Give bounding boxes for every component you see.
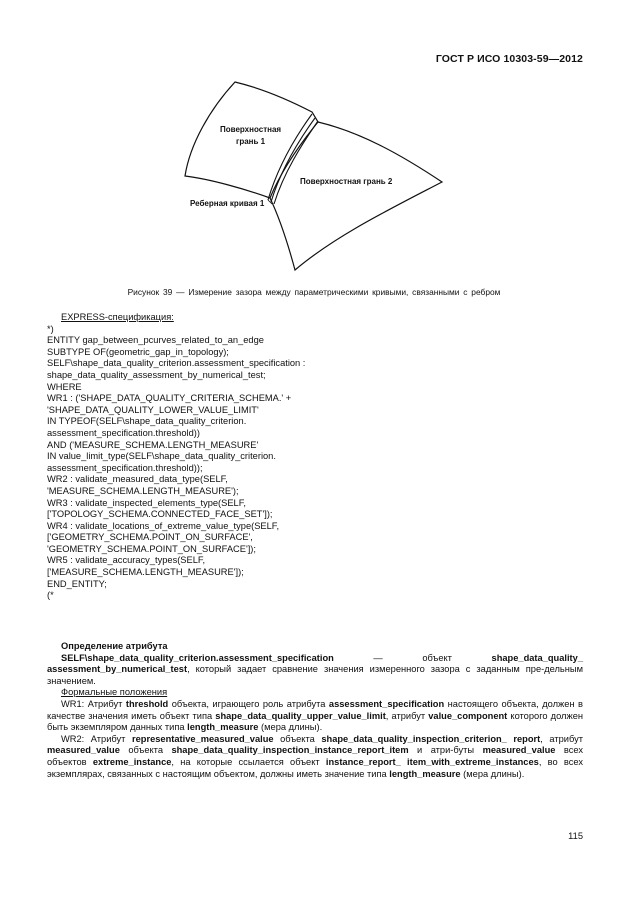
spec-line: (* — [47, 590, 54, 601]
spec-line: END_ENTITY; — [47, 578, 107, 589]
spec-line: WR4 : validate_locations_of_extreme_value_type(SELF, — [47, 520, 280, 531]
bold-term: measured_value — [47, 745, 120, 756]
text-run: объекта — [119, 745, 172, 756]
bold-term: threshold — [125, 698, 169, 709]
bold-term: assessment_specification — [328, 698, 445, 709]
text-run: , атрибут — [385, 710, 429, 721]
text-run: WR1: Атрибут — [61, 698, 126, 709]
attribute-heading: Определение атрибута — [61, 641, 168, 651]
bold-term: length_measure — [187, 722, 259, 733]
bold-term: shape_data_quality_inspection_criterion_ report — [321, 733, 541, 744]
attribute-definitions — [47, 641, 583, 780]
text-run: (мера длины). — [258, 722, 323, 733]
spec-line: shape_data_quality_assessment_by_numerical_test; — [47, 369, 266, 380]
bold-term: shape_data_quality_inspection_instance_report_item — [171, 745, 409, 756]
express-specification — [47, 312, 567, 602]
attr-term: SELF\shape_data_quality_criterion.assessment_specification — [61, 652, 334, 663]
bold-term: value_component — [428, 710, 508, 721]
document-id: ГОСТ Р ИСО 10303-59—2012 — [435, 53, 583, 65]
text-run: объекта — [273, 733, 322, 744]
spec-line: WR5 : validate_accuracy_types(SELF, — [47, 555, 206, 566]
spec-line: ['GEOMETRY_SCHEMA.POINT_ON_SURFACE', — [47, 532, 253, 543]
formal-heading: Формальные положения — [61, 687, 168, 698]
surface-face-2 — [270, 122, 442, 270]
spec-line: ['MEASURE_SCHEMA.LENGTH_MEASURE']); — [47, 567, 244, 578]
text-run: , атрибут — [540, 733, 583, 744]
text-run: объекта, играющего роль атрибута — [168, 698, 329, 709]
face1-label-line1: Поверхностная — [220, 125, 282, 134]
bold-term: measured_value — [482, 745, 556, 756]
spec-line: WR2 : validate_measured_data_type(SELF, — [47, 474, 228, 485]
text-run: , который задает сравнение значения измеренного зазора с заданным пре-дельным значением. — [47, 664, 583, 686]
bold-term: representative_measured_value — [131, 733, 274, 744]
spec-line: SELF\shape_data_quality_criterion.assessment_specification : — [47, 358, 306, 369]
spec-line: 'GEOMETRY_SCHEMA.POINT_ON_SURFACE']); — [47, 543, 256, 554]
bold-term: extreme_instance — [92, 756, 172, 767]
edge-label: Реберная кривая 1 — [190, 199, 265, 208]
text-run: — объект — [333, 652, 492, 663]
spec-line: 'SHAPE_DATA_QUALITY_LOWER_VALUE_LIMIT' — [47, 404, 259, 415]
text-run: и атри-буты — [408, 745, 483, 756]
page-number: 115 — [568, 831, 583, 841]
wr1-paragraph — [47, 699, 583, 734]
text-run: всех объектов — [47, 745, 583, 767]
bold-term: instance_report_ item_with_extreme_instances — [325, 756, 539, 767]
spec-line: SUBTYPE OF(geometric_gap_in_topology); — [47, 346, 229, 357]
spec-line: ENTITY gap_between_pcurves_related_to_an_edge — [47, 335, 264, 346]
spec-line: IN TYPEOF(SELF\shape_data_quality_criterion. — [47, 416, 247, 427]
text-run: настоящего объекта, должен в качестве значения иметь объект типа — [47, 698, 583, 721]
figure-caption: Рисунок 39 — Измерение зазора между параметрическими кривыми, связанными с ребром — [127, 287, 501, 297]
text-run: (мера длины). — [460, 768, 525, 779]
spec-line: assessment_specification.threshold)) — [47, 427, 200, 438]
attr-type: shape_data_quality_ assessment_by_numerical_test — [47, 652, 583, 675]
text-run: WR2: Атрибут — [61, 733, 132, 744]
face1-label-line2: грань 1 — [236, 137, 266, 146]
text-run: которого должен быть экземпляром данных типа — [47, 710, 584, 733]
spec-line: IN value_limit_type(SELF\shape_data_quality_criterion. — [47, 451, 276, 462]
attribute-paragraph — [47, 653, 583, 688]
spec-title: EXPRESS-спецификация: — [61, 312, 174, 322]
face2-label: Поверхностная грань 2 — [300, 177, 393, 186]
spec-line: assessment_specification.threshold)); — [47, 462, 203, 473]
spec-line: WR3 : validate_inspected_elements_type(SELF, — [47, 497, 246, 508]
spec-line: *) — [47, 323, 54, 334]
spec-line: WR1 : ('SHAPE_DATA_QUALITY_CRITERIA_SCHEMA.' + — [47, 393, 292, 404]
spec-line: WHERE — [47, 381, 82, 392]
spec-line: AND ('MEASURE_SCHEMA.LENGTH_MEASURE' — [47, 439, 259, 450]
spec-line: 'MEASURE_SCHEMA.LENGTH_MEASURE'); — [47, 485, 239, 496]
figure-surface-faces — [150, 74, 470, 274]
text-run: , во всех экземплярах, связанных с настоящим объектом, должны иметь значение типа — [47, 756, 583, 779]
bold-term: length_measure — [389, 768, 461, 779]
bold-term: shape_data_quality_upper_value_limit — [215, 710, 386, 721]
text-run: , на которые ссылается объект — [171, 756, 326, 767]
spec-line: ['TOPOLOGY_SCHEMA.CONNECTED_FACE_SET']); — [47, 509, 273, 520]
wr2-paragraph — [47, 734, 583, 780]
